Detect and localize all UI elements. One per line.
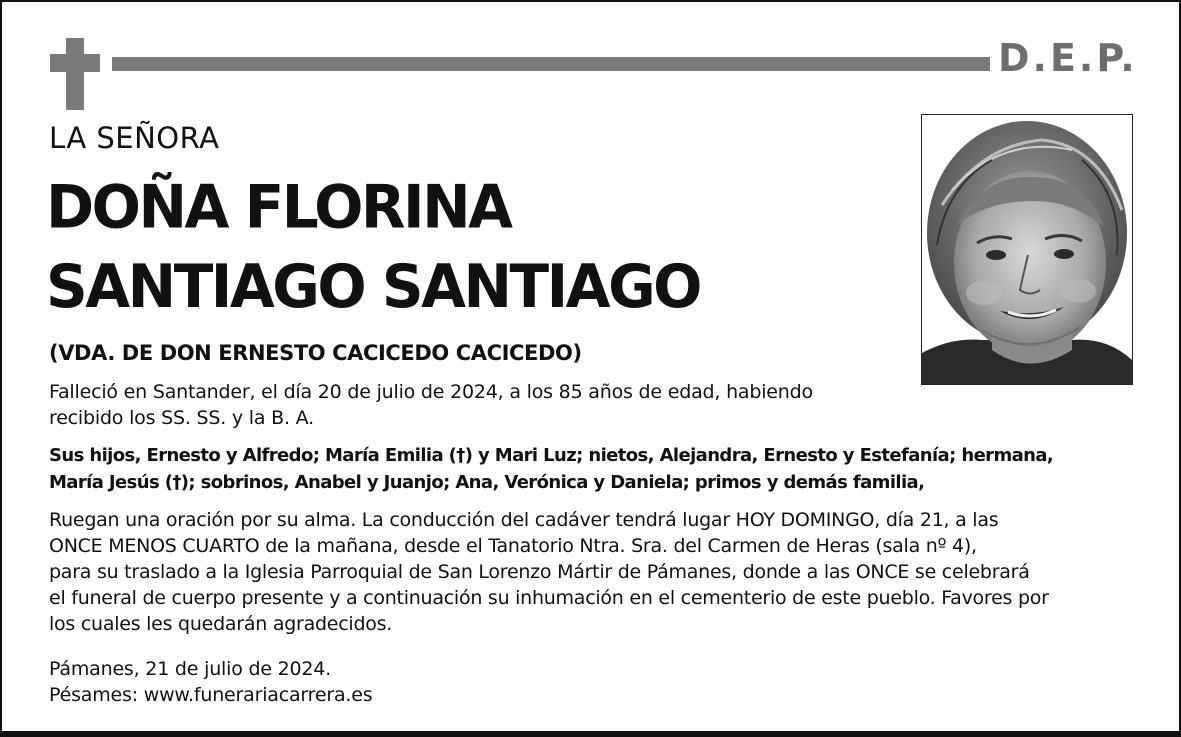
death-announcement: [49, 379, 869, 431]
announcement-line-1: Falleció en Santander, el día 20 de julio de 2024, a los 85 años de edad, habiendo: [49, 381, 813, 403]
cross-vertical-bar: [66, 38, 84, 110]
deceased-name-line-1: DOÑA FLORINA: [46, 172, 511, 243]
portrait-image: [922, 115, 1132, 384]
title-prefix: LA SEÑORA: [49, 121, 220, 155]
dep-heading: D.E.P.: [998, 36, 1138, 80]
family-list: [49, 442, 1149, 496]
deceased-portrait: [921, 114, 1133, 385]
cross-horizontal-bar: [50, 54, 100, 72]
funeral-line-5: los cuales les quedarán agradecidos.: [49, 613, 393, 635]
widow-of: (VDA. DE DON ERNESTO CACICEDO CACICEDO): [49, 341, 582, 365]
deceased-name: [46, 168, 700, 327]
announcement-line-2: recibido los SS. SS. y la B. A.: [49, 407, 314, 429]
condolences-website: Pésames: www.funerariacarrera.es: [49, 684, 373, 706]
deceased-name-line-2: SANTIAGO SANTIAGO: [46, 251, 700, 322]
place-and-date: Pámanes, 21 de julio de 2024.: [49, 658, 332, 680]
funeral-details: [49, 507, 1159, 637]
funeral-line-3: para su traslado a la Iglesia Parroquial de San Lorenzo Mártir de Pámanes, donde a las ONCE se celebrará: [49, 561, 1030, 583]
family-line-2: María Jesús (†); sobrinos, Anabel y Juanjo; Ana, Verónica y Daniela; primos y demás familia,: [49, 472, 925, 493]
funeral-line-2: ONCE MENOS CUARTO de la mañana, desde el Tanatorio Ntra. Sra. del Carmen de Heras (sala nº 4),: [49, 535, 977, 557]
funeral-line-1: Ruegan una oración por su alma. La conducción del cadáver tendrá lugar HOY DOMINGO, día 21, a las: [49, 509, 999, 531]
header-rule: [112, 57, 990, 71]
family-line-1: Sus hijos, Ernesto y Alfredo; María Emilia (†) y Mari Luz; nietos, Alejandra, Ernesto y Estefanía; hermana,: [49, 445, 1054, 466]
funeral-line-4: el funeral de cuerpo presente y a continuación su inhumación en el cementerio de este pueblo. Favores por: [49, 587, 1049, 609]
